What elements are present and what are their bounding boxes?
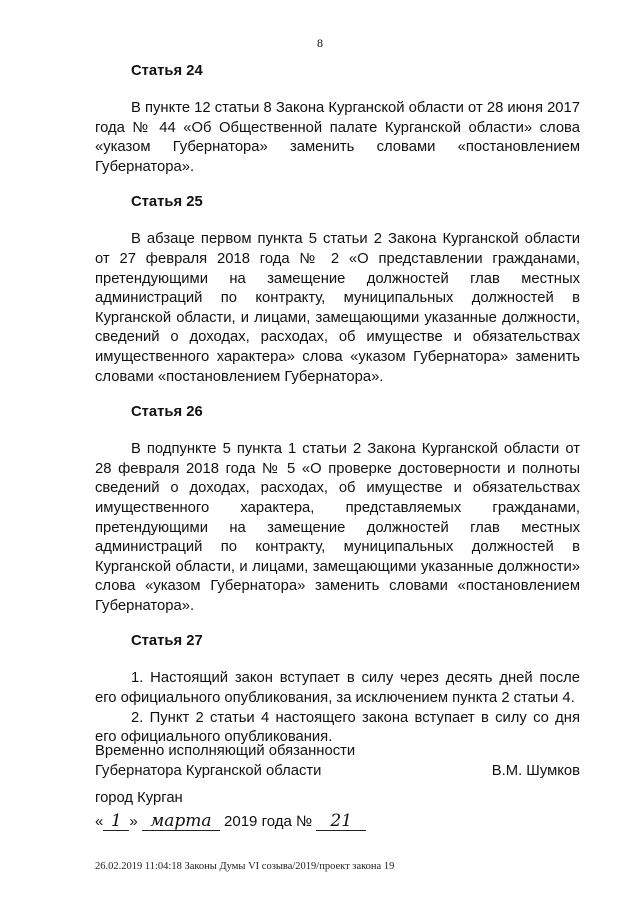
signatory-title-line2: Губернатора Курганской области	[95, 762, 322, 779]
city-name: город Курган	[95, 790, 183, 806]
article-heading: Статья 26	[131, 404, 203, 421]
signatory-name: В.М. Шумков	[491, 762, 580, 779]
article-paragraph: 1. Настоящий закон вступает в силу через десять дней после его официального опубликования, за исключением пункта 2 статьи 4.	[95, 670, 580, 707]
article-paragraph: 2. Пункт 2 статьи 4 настоящего закона вступает в силу со дня его официального опубликования.	[95, 709, 580, 746]
handwritten-number: 21	[316, 812, 366, 831]
document-body	[95, 62, 580, 764]
article-paragraph: В абзаце первом пункта 5 статьи 2 Закона Курганской области от 27 февраля 2018 года № 2 «О представлении гражданами, претендующими на замещение должностей глав местных администраций по контракту, муниципальных должностей в Курганской области, и лицами, замещающими указанные должности, сведений о доходах, расходах, об имуществе и обязательствах имущественного характера» слова «указом Губернатора» заменить словами «постановлением Губернатора».	[95, 231, 580, 385]
date-line	[95, 812, 366, 831]
article-26	[95, 403, 580, 616]
article-24	[95, 62, 580, 177]
date-open-quote: «	[95, 813, 104, 830]
article-paragraph: В пункте 12 статьи 8 Закона Курганской области от 28 июня 2017 года № 44 «Об Общественной палате Курганской области» слова «указом Губернатора» заменить словами «постановлением Губернатора».	[95, 100, 580, 175]
date-close-quote: »	[129, 813, 138, 830]
article-heading: Статья 24	[131, 63, 203, 79]
signature-block	[95, 742, 580, 781]
article-25	[95, 193, 580, 387]
handwritten-day: 1	[103, 812, 129, 831]
date-year-text: 2019 года №	[224, 813, 313, 830]
article-heading: Статья 25	[131, 194, 203, 211]
page-number: 8	[317, 36, 323, 50]
handwritten-month: марта	[142, 812, 220, 831]
footer-file-info: 26.02.2019 11:04:18 Законы Думы VI созыва/2019/проект закона 19	[95, 861, 395, 872]
signatory-title-line1: Временно исполняющий обязанности	[95, 743, 356, 759]
article-paragraph: В подпункте 5 пункта 1 статьи 2 Закона Курганской области от 28 февраля 2018 года № 5 «О проверке достоверности и полноты сведений о доходах, расходах, об имуществе и обязательствах имущественного характера, представляемых гражданами, претендующими на замещение должностей глав местных администраций по контракту, муниципальных должностей в Курганской области, и лицами, замещающими указанные должности» слова «указом Губернатора» заменить словами «постановлением Губернатора».	[95, 441, 580, 614]
article-heading: Статья 27	[131, 633, 203, 650]
article-27	[95, 632, 580, 747]
